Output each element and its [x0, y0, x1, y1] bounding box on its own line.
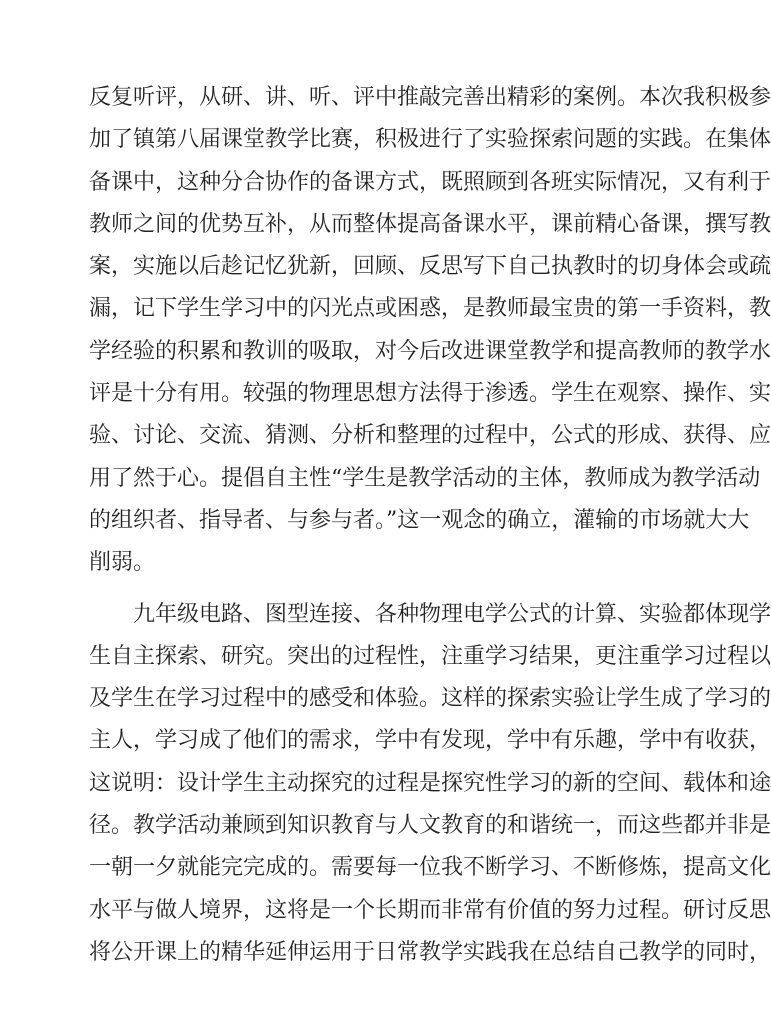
text-line: 用了然于心。提倡自主性“学生是教学活动的主体，教师成为教学活动 [89, 465, 761, 491]
paragraph-2 [89, 594, 771, 975]
text-line: 生自主探索、研究。突出的过程性，注重学习结果，更注重学习过程以 [89, 643, 771, 669]
text-line: 九年级电路、图型连接、各种物理电学公式的计算、实验都体现学 [133, 601, 771, 627]
text-line: 学经验的积累和教训的吸取，对今后改进课堂教学和提高教师的教学水 [89, 338, 771, 364]
text-line: 主人，学习成了他们的需求，学中有发现，学中有乐趣，学中有收获， [89, 728, 771, 754]
text-line: 加了镇第八届课堂教学比赛，积极进行了实验探索问题的实践。在集体 [89, 127, 771, 153]
text-line: 的组织者、指导者、与参与者。”这一观念的确立，灌输的市场就大大 [89, 507, 750, 533]
document-page [89, 77, 771, 974]
text-line: 及学生在学习过程中的感受和体验。这样的探索实验让学生成了学习的 [89, 686, 771, 712]
text-line: 这说明：设计学生主动探究的过程是探究性学习的新的空间、载体和途 [89, 770, 771, 796]
text-line: 漏，记下学生学习中的闪光点或困惑，是教师最宝贵的第一手资料，教 [89, 296, 771, 322]
text-line: 验、讨论、交流、猜测、分析和整理的过程中，公式的形成、获得、应 [89, 423, 771, 449]
text-line: 水平与做人境界，这将是一个长期而非常有价值的努力过程。研讨反思 [89, 897, 771, 923]
text-line: 教师之间的优势互补，从而整体提高备课水平，课前精心备课，撰写教 [89, 211, 771, 237]
text-line: 削弱。 [89, 550, 156, 576]
text-line: 评是十分有用。较强的物理思想方法得于渗透。学生在观察、操作、实 [89, 381, 771, 407]
text-line: 一朝一夕就能完完成的。需要每一位我不断学习、不断修炼，提高文化 [89, 855, 771, 881]
text-line: 径。教学活动兼顾到知识教育与人文教育的和谐统一，而这些都并非是 [89, 813, 771, 839]
text-line: 反复听评，从研、讲、听、评中推敲完善出精彩的案例。本次我积极参 [89, 85, 771, 110]
text-line: 备课中，这种分合协作的备课方式，既照顾到各班实际情况，又有利于 [89, 169, 771, 195]
text-line: 案，实施以后趁记忆犹新，回顾、反思写下自己执教时的切身体会或疏 [89, 254, 771, 280]
paragraph-1 [89, 77, 771, 585]
text-line: 将公开课上的精华延伸运用于日常教学实践我在总结自己教学的同时， [89, 939, 771, 965]
